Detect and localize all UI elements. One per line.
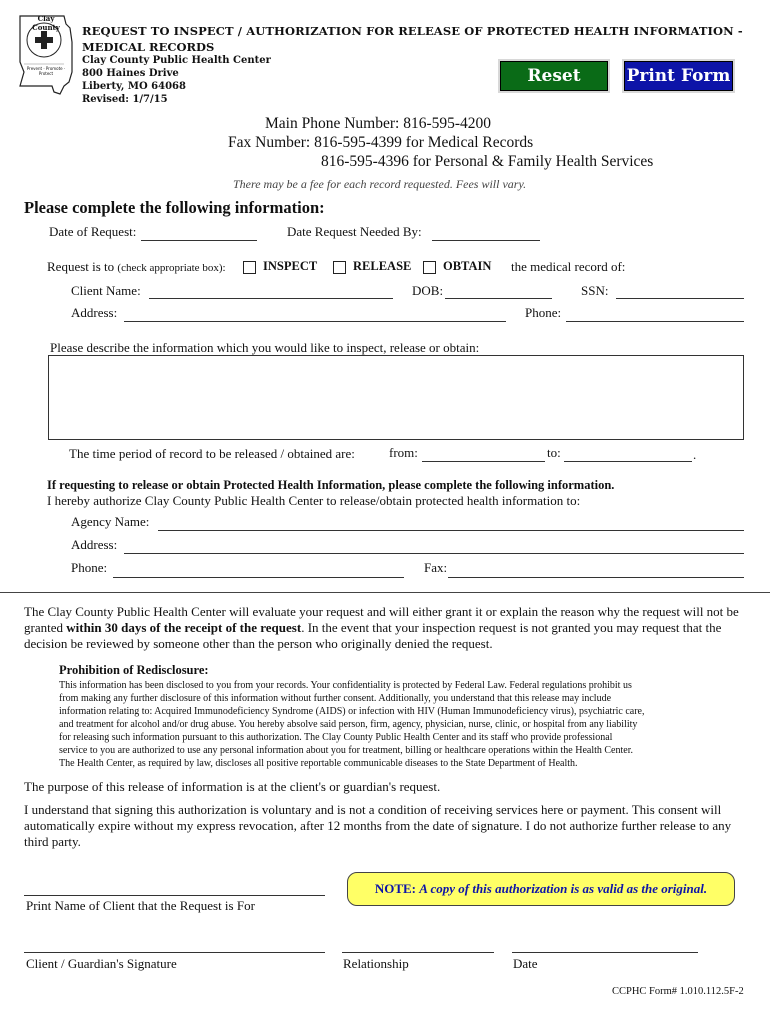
date-of-request-label: Date of Request: [49, 224, 137, 239]
release-checkbox[interactable] [333, 261, 346, 274]
agency-name-label: Agency Name: [71, 514, 150, 529]
date-needed-label: Date Request Needed By: [287, 224, 422, 239]
purpose-statement: The purpose of this release of information is at the client's or guardian's request. [24, 779, 441, 794]
prohibition-line: and treatment for alcohol and/or drug abuse. You hereby absolve said person, firm, agency, physician, nurse, clinic, or hospital from any liability [59, 719, 638, 730]
org-address-2: Liberty, MO 64068 [82, 81, 186, 92]
ssn-label: SSN: [581, 283, 609, 298]
dob-field[interactable] [445, 298, 552, 299]
phi-instruction: If requesting to release or obtain Protected Health Information, please complete the following information. [47, 478, 615, 492]
from-date-field[interactable] [422, 461, 545, 462]
client-phone-label: Phone: [525, 305, 562, 320]
evaluation-bold: within 30 days of the receipt of the request [66, 620, 302, 635]
relationship-label: Relationship [343, 956, 409, 971]
note-label: NOTE: [374, 881, 417, 896]
inspect-checkbox[interactable] [243, 261, 256, 274]
evaluation-text-1: The Clay County Public Health Center will evaluate your request and will either grant it or explain the reason why the request will not be granted [24, 604, 739, 635]
ssn-field[interactable] [616, 298, 744, 299]
describe-label: Please describe the information which you would like to inspect, release or obtain: [50, 340, 480, 355]
obtain-checkbox[interactable] [423, 261, 436, 274]
agency-fax-field[interactable] [448, 577, 744, 578]
evaluation-paragraph [24, 604, 752, 652]
print-name-label: Print Name of Client that the Request is For [26, 898, 255, 913]
evaluation-text-2: . In the event that your inspection request is not granted you may request that the decision be reviewed by someone other than the person who originally denied the request. [24, 620, 722, 651]
check-box-hint: (check appropriate box): [117, 262, 226, 274]
date-label: Date [513, 956, 538, 971]
note-box [347, 872, 735, 906]
date-of-request-field[interactable] [141, 240, 257, 241]
relationship-field[interactable] [342, 952, 494, 953]
fee-note: There may be a fee for each record requested. Fees will vary. [233, 177, 527, 191]
date-needed-field[interactable] [432, 240, 540, 241]
form-number: CCPHC Form# 1.010.112.5F-2 [612, 986, 744, 997]
describe-textarea[interactable] [48, 355, 744, 440]
release-label: RELEASE [353, 259, 412, 273]
prohibition-line: for releasing such information pursuant to this authorization. The Clay County Public Health Center and its staff who provide professional [59, 732, 613, 743]
signature-field[interactable] [24, 952, 325, 953]
to-label: to: [547, 445, 561, 460]
agency-address-label: Address: [71, 537, 118, 552]
org-address-1: 800 Haines Drive [82, 68, 179, 79]
main-phone: Main Phone Number: 816-595-4200 [265, 115, 492, 132]
request-is-to-text: Request is to [47, 259, 115, 274]
form-title-line1: REQUEST TO INSPECT / AUTHORIZATION FOR RELEASE OF PROTECTED HEALTH INFORMATION - [82, 24, 743, 38]
form-heading: Please complete the following information: [24, 198, 325, 217]
medical-record-of-label: the medical record of: [511, 259, 626, 274]
obtain-label: OBTAIN [443, 259, 492, 273]
client-address-field[interactable] [124, 321, 506, 322]
reset-form-button[interactable]: Reset Form [498, 59, 610, 93]
prohibition-line: The Health Center, as required by law, discloses all positive reportable communicable diseases to the State Department of Health. [59, 758, 578, 769]
signature-label: Client / Guardian's Signature [26, 956, 177, 971]
agency-name-field[interactable] [158, 530, 744, 531]
prohibition-body [59, 679, 749, 770]
form-title-line2: MEDICAL RECORDS [82, 40, 215, 54]
agency-phone-field[interactable] [113, 577, 404, 578]
logo-text: Clay County [32, 14, 60, 32]
note-text: A copy of this authorization is as valid as the original. [419, 881, 708, 896]
phi-authorize: I hereby authorize Clay County Public Health Center to release/obtain protected health information to: [47, 493, 581, 508]
from-label: from: [389, 445, 418, 460]
print-name-field[interactable] [24, 895, 325, 896]
dob-label: DOB: [412, 283, 444, 298]
time-period-label: The time period of record to be released / obtained are: [69, 446, 355, 461]
agency-phone-label: Phone: [71, 560, 108, 575]
client-address-label: Address: [71, 305, 118, 320]
print-form-button[interactable]: Print Form [622, 59, 735, 93]
prohibition-heading: Prohibition of Redisclosure: [59, 663, 209, 677]
prohibition-line: from making any further disclosure of this information without further consent. Additionally, you understand that this release may include [59, 693, 612, 704]
client-name-label: Client Name: [71, 283, 141, 298]
agency-address-field[interactable] [124, 553, 744, 554]
client-name-field[interactable] [149, 298, 393, 299]
client-phone-field[interactable] [566, 321, 744, 322]
org-name: Clay County Public Health Center [82, 55, 271, 66]
request-is-to-label [47, 259, 226, 275]
clay-county-logo [14, 12, 76, 98]
inspect-label: INSPECT [263, 259, 318, 273]
fax-medical-records: Fax Number: 816-595-4399 for Medical Records [228, 134, 534, 151]
date-field[interactable] [512, 952, 698, 953]
voluntary-statement: I understand that signing this authorization is voluntary and is not a condition of receiving services here or payment. This consent will automatically expire without my express revocation, after 12 months from the date of signature. I do not authorize further release to any third party. [24, 802, 732, 849]
to-date-field[interactable] [564, 461, 692, 462]
agency-fax-label: Fax: [424, 560, 448, 575]
section-divider [0, 592, 770, 593]
fax-family-health: 816-595-4396 for Personal & Family Health Services [321, 153, 654, 170]
revised-date: Revised: 1/7/15 [82, 94, 168, 105]
prohibition-line: service to you are authorized to use any personal information about you for treatment, billing or healthcare operations within the Health Center. [59, 745, 633, 756]
prohibition-line: This information has been disclosed to you from your records. Your confidentiality is protected by Federal Law. Federal regulations prohibit us [59, 680, 632, 691]
logo-motto: Prevent · Promote · Protect [26, 66, 66, 76]
prohibition-line: information relating to: Acquired Immunodeficiency Syndrome (AIDS) or infection with HIV (Human Immunodeficiency virus), psychiatric care, [59, 706, 645, 717]
period-end: . [693, 447, 697, 462]
